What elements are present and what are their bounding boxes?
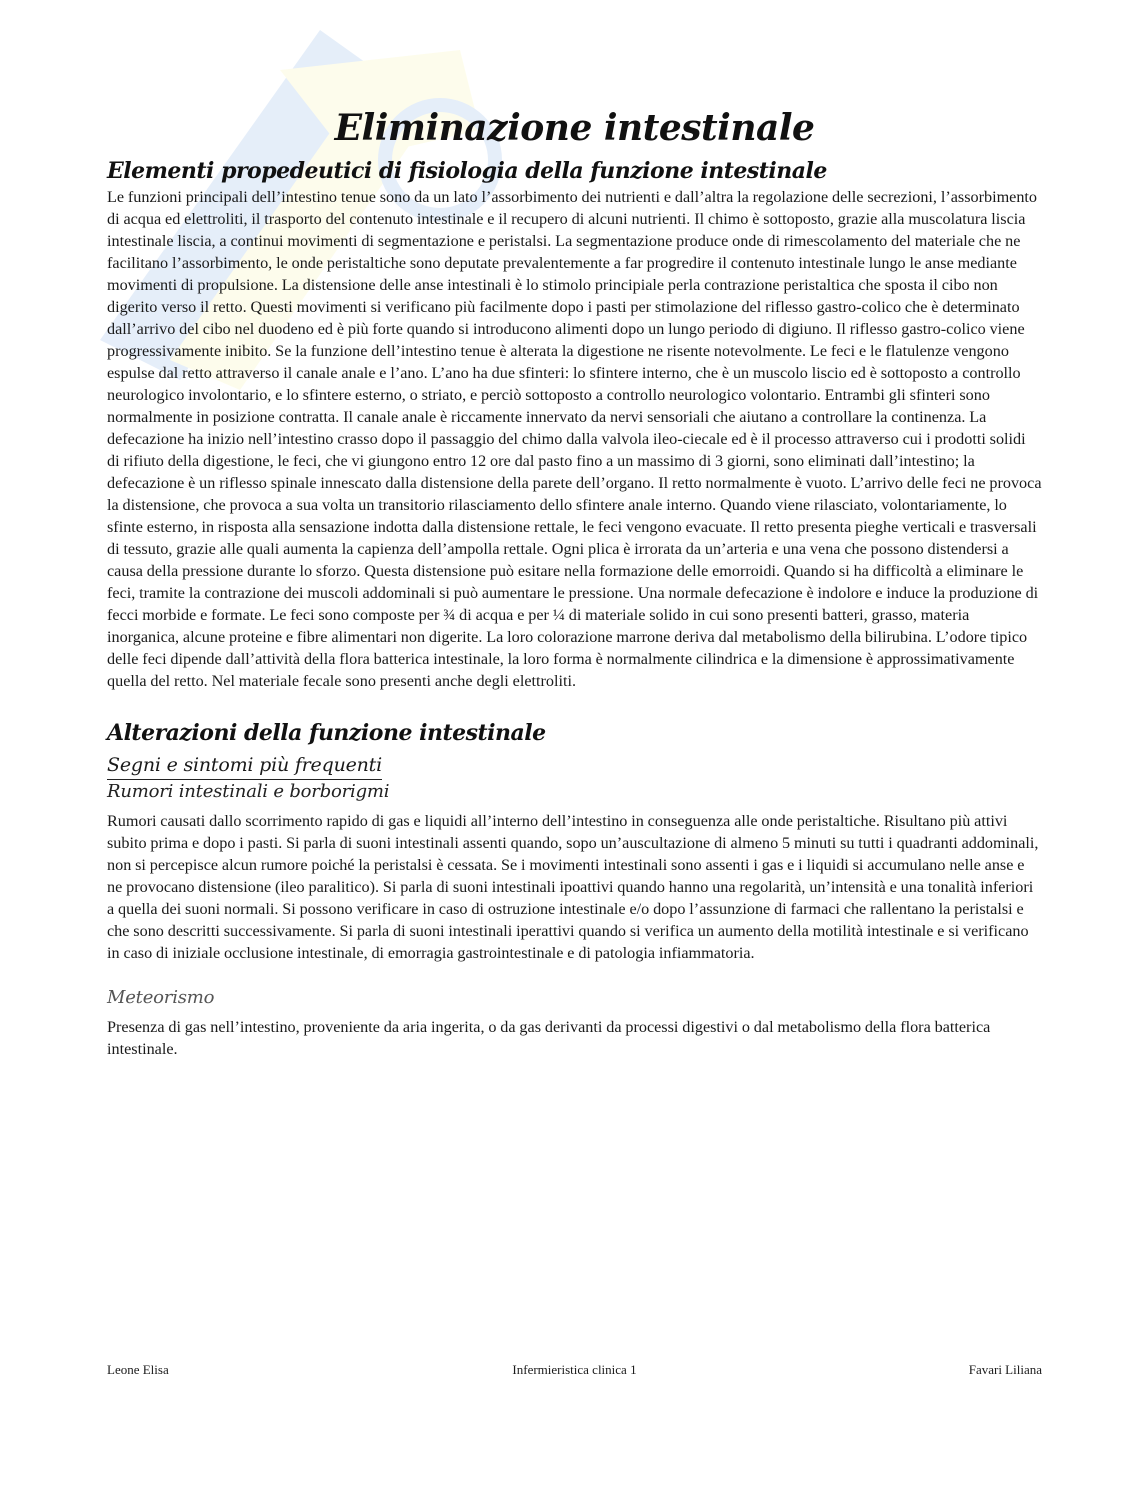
footer-teacher: Favari Liliana — [968, 1362, 1042, 1377]
document-page — [107, 100, 1042, 1060]
section-heading-physiology: Elementi propedeutici di fisiologia della funzione intestinale — [107, 158, 827, 184]
footer-author: Leone Elisa — [107, 1362, 169, 1377]
meteorism-paragraph: Presenza di gas nell’intestino, proveniente da aria ingerita, o da gas derivanti da processi digestivi o dal metabolismo della flora batterica intestinale. — [107, 1018, 991, 1058]
topic-heading-meteorism: Meteorismo — [107, 987, 215, 1008]
bowel-sounds-paragraph: Rumori causati dallo scorrimento rapido di gas e liquidi all’interno dell’intestino in conseguenza alle onde peristaltiche. Risultano più attivi subito prima e dopo i pasti. Si parla di suoni intestinali assenti quando, sopo un’auscultazione di almeno 5 minuti su tutti i quadranti addominali, non si percepisce alcun rumore poiché la peristalsi è cessata. Se i movimenti intestinali sono assenti i gas e i liquidi si accumulano nelle anse e ne provocano distensione (ileo paralitico). Si parla di suoni intestinali ipoattivi quando hanno una regolarità, un’intensità e una tonalità inferiori a quella dei suoni normali. Si possono verificare in caso di ostruzione intestinale e/o dopo l’assunzione di farmaci che rallentano la peristalsi e che sono descritti successivamente. Si parla di suoni intestinali iperattivi quando si verifica un aumento della motilità intestinale e si verificano in caso di iniziale occlusione intestinale, di emorragia gastrointestinale e di patologia infiammatoria. — [107, 812, 1039, 962]
subheading-signs-symptoms: Segni e sintomi più frequenti — [107, 752, 382, 780]
section-heading-alterations: Alterazioni della funzione intestinale — [107, 720, 546, 746]
physiology-paragraph: Le funzioni principali dell’intestino tenue sono da un lato l’assorbimento dei nutrienti e dall’altra la regolazione delle secrezioni, l’assorbimento di acqua ed elettroliti, il trasporto del contenuto intestinale e il recupero di alcuni nutrienti. Il chimo è sottoposto, grazie alla muscolatura liscia intestinale liscia, a continui movimenti di segmentazione e peristalsi. La segmentazione produce onde di rimescolamento del materiale che ne facilitano l’assorbimento, le onde peristaltiche sono deputate prevalentemente a far progredire il contenuto intestinale lungo le anse mediante movimenti di propulsione. La distensione delle anse intestinali è lo stimolo principiale perla contrazione peristaltica che sposta il cibo non digerito verso il retto. Questi movimenti si verificano più facilmente dopo i pasti per stimolazione del riflesso gastro-colico che è determinato dall’arrivo del cibo nel duodeno ed è più forte quando si introducono alimenti dopo un lungo periodo di digiuno. Il riflesso gastro-colico viene progressivamente inibito. Se la funzione dell’intestino tenue è alterata la digestione ne risente notevolmente. Le feci e le flatulenze vengono espulse dal retto attraverso il canale anale e l’ano. L’ano ha due sfinteri: lo sfintere interno, che è un muscolo liscio ed è sottoposto a controllo neurologico involontario, e lo sfintere esterno, o striato, e perciò sottoposto a controllo neurologico volontario. Entrambi gli sfinteri sono normalmente in posizione contratta. Il canale anale è riccamente innervato da nervi sensoriali che aiutano a controllare la continenza. La defecazione ha inizio nell’intestino crasso dopo il passaggio del chimo dalla valvola ileo-ciecale ed è il processo attraverso cui i prodotti solidi di rifiuto della digestione, le feci, che vi giungono entro 12 ore dal pasto fino a un massimo di 3 giorni, sono eliminati dall’intestino; la defecazione è un riflesso spinale innescato dalla distensione della parete dell’organo. Il retto normalmente è vuoto. L’arrivo delle feci ne provoca la distensione, che provoca a sua volta un transitorio rilasciamento dello sfintere anale interno. Quando viene rilasciato, volontariamente, lo sfinte esterno, in risposta alla sensazione indotta dalla distensione rettale, le feci vengono evacuate. Il retto presenta pieghe verticali e trasversali di tessuto, grazie alle quali aumenta la capienza dell’ampolla rettale. Ogni plica è irrorata da un’arteria e una vena che possono distendersi a causa della pressione durante lo sforzo. Questa distensione può esitare nella formazione delle emorroidi. Quando si ha difficoltà a eliminare le feci, tramite la contrazione dei muscoli addominali si può aumentare le pressione. Una normale defecazione è indolore e induce la produzione di fecci morbide e formate. Le feci sono composte per ¾ di acqua e per ¼ di materiale solido in cui sono presenti batteri, grasso, materia inorganica, alcune proteine e fibre alimentari non digerite. La loro colorazione marrone deriva dal metabolismo della bilirubina. L’odore tipico delle feci dipende dall’attività della flora batterica intestinale, la loro forma è normalmente cilindrica e la dimensione è approssimativamente quella del retto. Nel materiale fecale sono presenti anche degli elettroliti. — [107, 188, 1042, 690]
page-footer — [107, 1362, 1042, 1378]
footer-course: Infermieristica clinica 1 — [512, 1362, 637, 1377]
topic-heading-bowel-sounds: Rumori intestinali e borborigmi — [107, 781, 390, 802]
page-title: Eliminazione intestinale — [334, 107, 815, 149]
